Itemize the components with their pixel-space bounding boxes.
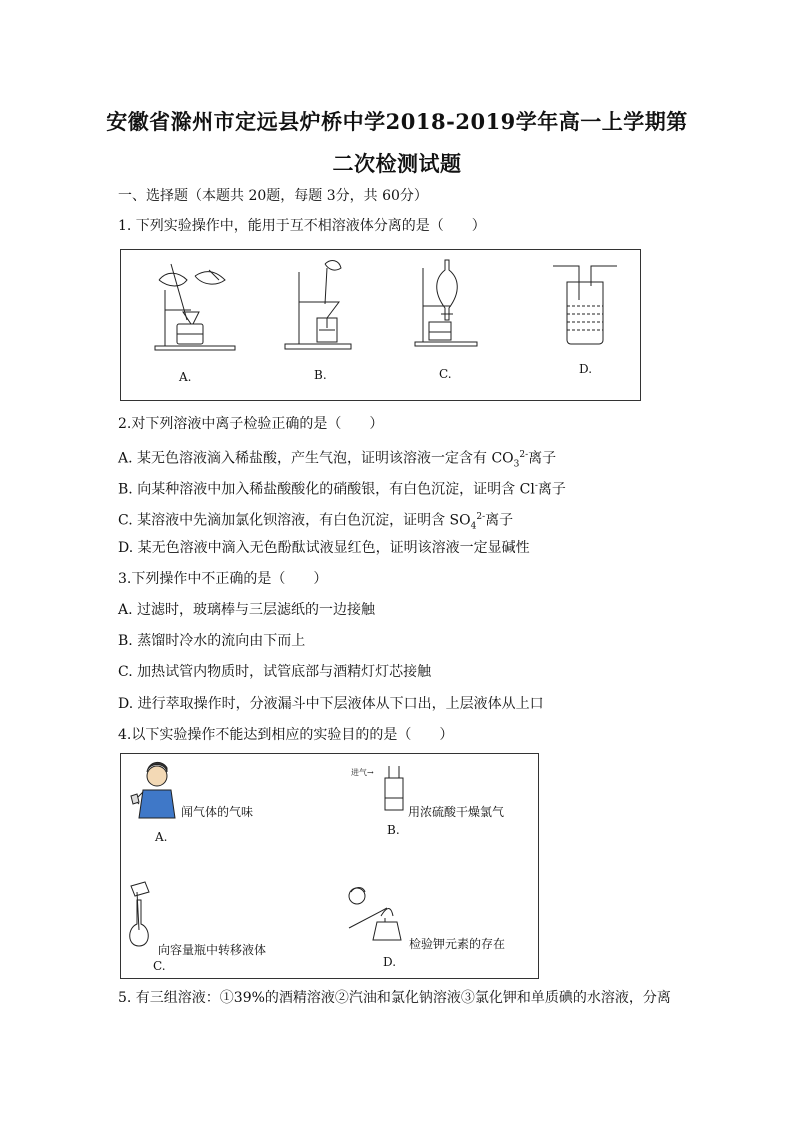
q4-inlet-label: 进气→: [351, 768, 374, 777]
q1-label-d: D.: [579, 362, 593, 376]
gas-washing-bottle-icon: [551, 260, 621, 345]
drying-bottle-icon: [379, 764, 409, 814]
evaporation-setup-icon: [151, 260, 241, 355]
filtration-setup-icon: [281, 258, 356, 353]
q2-option-b: B. 向某种溶液中加入稀盐酸酸化的硝酸银，有白色沉淀，证明含 Cl-离子: [118, 481, 566, 498]
q4-label-c: C.: [153, 959, 166, 973]
q4-label-b: B.: [387, 823, 400, 837]
q4-stem: 4.以下实验操作不能达到相应的实验目的的是（ ）: [118, 727, 454, 743]
q2-option-c: C. 某溶液中先滴加氯化钡溶液，有白色沉淀，证明含 $SO_4^{2-}$离子: [118, 512, 514, 532]
smelling-gas-figure-icon: [129, 760, 179, 820]
q2-stem: 2.对下列溶液中离子检验正确的是（ ）: [118, 416, 384, 432]
q4-caption-c: 向容量瓶中转移液体: [158, 943, 267, 957]
page-title-line2: 二次检测试题: [332, 151, 462, 176]
q3-option-b: B. 蒸馏时冷水的流向由下而上: [118, 633, 306, 649]
q1-label-c: C.: [439, 367, 452, 381]
q1-figure-box: [120, 249, 641, 401]
q3-option-a: A. 过滤时，玻璃棒与三层滤纸的一边接触: [118, 602, 376, 618]
q4-label-d: D.: [383, 955, 397, 969]
q3-option-c: C. 加热试管内物质时，试管底部与酒精灯灯芯接触: [118, 664, 432, 680]
q4-caption-d: 检验钾元素的存在: [409, 937, 506, 951]
separatory-funnel-setup-icon: [411, 256, 481, 351]
q4-caption-a: 闻气体的气味: [181, 805, 254, 819]
q4-label-a: A.: [155, 830, 168, 844]
volumetric-flask-pouring-icon: [125, 880, 155, 950]
q4-caption-b: 用浓硫酸干燥氯气: [408, 805, 505, 819]
q2-option-a: A. 某无色溶液滴入稀盐酸，产生气泡，证明该溶液一定含有 $CO_3^{2-}$离子: [118, 450, 557, 470]
section-heading: 一、选择题（本题共 20题，每题 3分，共 60分）: [118, 188, 428, 204]
q3-stem: 3.下列操作中不正确的是（ ）: [118, 571, 328, 587]
q1-stem: 1. 下列实验操作中，能用于互不相溶液体分离的是（ ）: [118, 218, 486, 234]
flame-test-figure-icon: [347, 886, 409, 942]
q1-label-a: A.: [179, 370, 192, 384]
q4-figure-box: [120, 753, 539, 979]
page-title: 安徽省滁州市定远县炉桥中学2018-2019学年高一上学期第: [106, 109, 688, 134]
q2-option-d: D. 某无色溶液中滴入无色酚酞试液显红色，证明该溶液一定显碱性: [118, 540, 530, 556]
q3-option-d: D. 进行萃取操作时，分液漏斗中下层液体从下口出，上层液体从上口: [118, 696, 544, 712]
q5-stem: 5. 有三组溶液：①39%的酒精溶液②汽油和氯化钠溶液③氯化钾和单质碘的水溶液，分离: [118, 990, 671, 1006]
q1-label-b: B.: [314, 368, 327, 382]
